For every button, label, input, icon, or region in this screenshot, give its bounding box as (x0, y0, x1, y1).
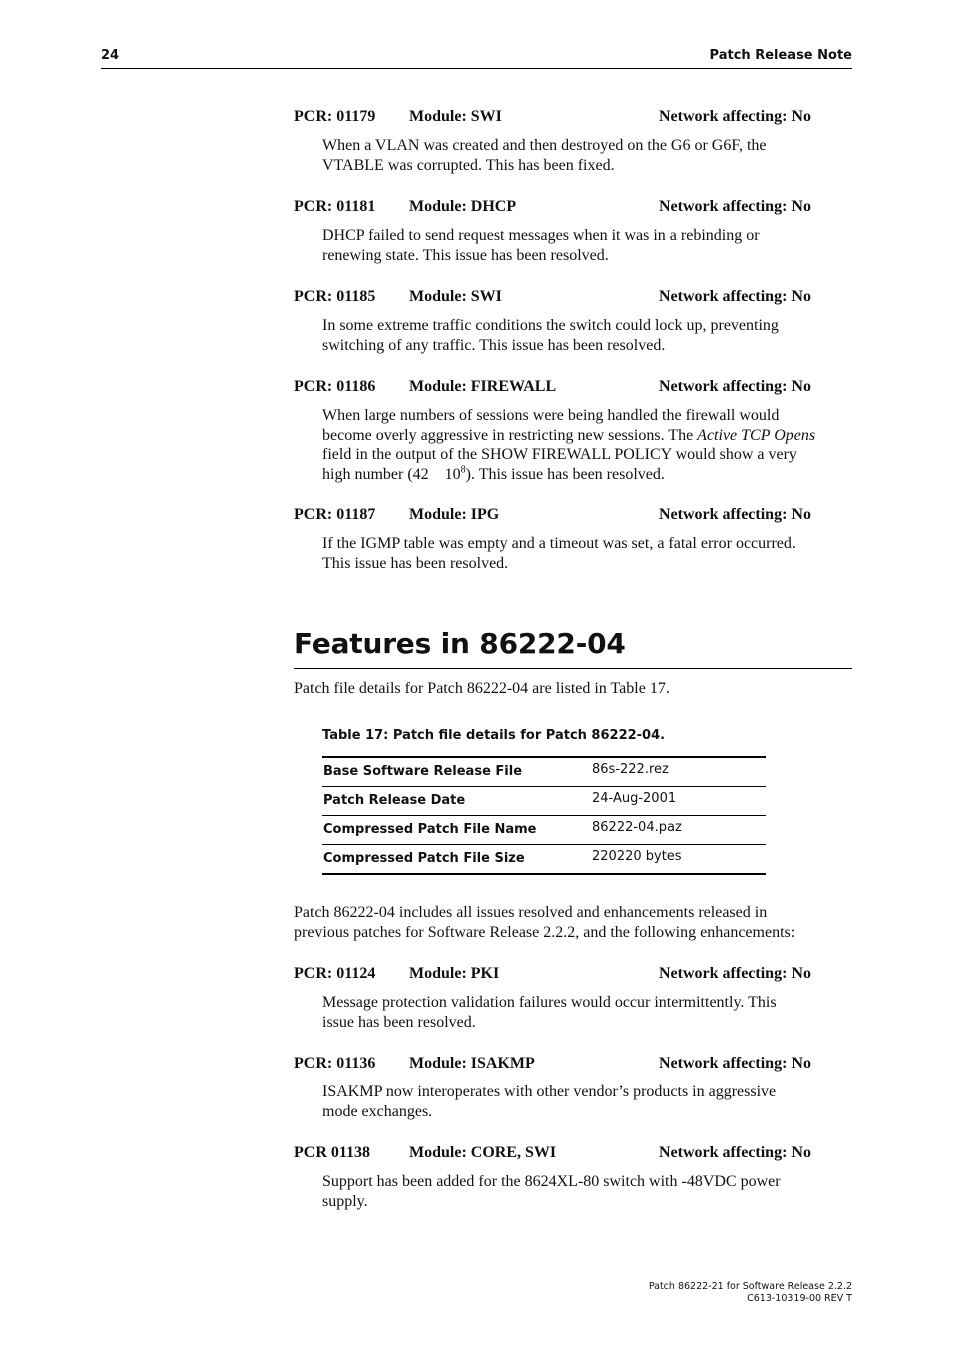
section-rule (294, 668, 852, 669)
table-row (322, 816, 766, 845)
pcr-network-affecting: Network affecting: No (659, 1144, 811, 1161)
pcr-heading (294, 378, 854, 398)
pcr-description (322, 1172, 852, 1211)
pcr-id: PCR: 01124 (294, 965, 376, 982)
header-rule (101, 68, 852, 69)
description-text: high number (42 10 (322, 465, 461, 483)
table-value: 86222-04.paz (592, 820, 682, 835)
header-title: Patch Release Note (709, 48, 852, 63)
description-line: VTABLE was corrupted. This has been fixed. (322, 156, 615, 174)
field-name-italic: Active TCP Opens (697, 426, 816, 444)
pcr-heading (294, 198, 854, 218)
pcr-network-affecting: Network affecting: No (659, 198, 811, 215)
description-line (322, 426, 852, 446)
pcr-module: Module: SWI (409, 108, 502, 125)
description-line: When large numbers of sessions were being handled the firewall would (322, 407, 780, 424)
description-line: Message protection validation failures would occur intermittently. This (322, 994, 777, 1011)
description-line: issue has been resolved. (322, 1013, 476, 1031)
table-row (322, 758, 766, 787)
description-line: switching of any traffic. This issue has been resolved. (322, 336, 666, 354)
table-value: 24-Aug-2001 (592, 791, 677, 806)
pcr-description (322, 534, 852, 573)
pcr-heading (294, 1055, 854, 1075)
description-line (322, 465, 852, 485)
pcr-id: PCR: 01187 (294, 506, 376, 523)
pcr-network-affecting: Network affecting: No (659, 1055, 811, 1072)
description-line: This issue has been resolved. (322, 554, 509, 572)
pcr-network-affecting: Network affecting: No (659, 378, 811, 395)
pcr-network-affecting: Network affecting: No (659, 288, 811, 305)
table-row (322, 787, 766, 816)
summary-line: previous patches for Software Release 2.2.2, and the following enhancements: (294, 923, 796, 941)
description-line: In some extreme traffic conditions the switch could lock up, preventing (322, 317, 779, 334)
description-line: When a VLAN was created and then destroyed on the G6 or G6F, the (322, 137, 767, 154)
pcr-description (322, 136, 852, 175)
description-line: ISAKMP now interoperates with other vendor’s products in aggressive (322, 1083, 777, 1100)
pcr-description (322, 993, 852, 1032)
page-footer (649, 1281, 852, 1305)
table-row (322, 845, 766, 873)
table-label: Base Software Release File (323, 764, 523, 779)
footer-patch-line: Patch 86222-21 for Software Release 2.2.2 (648, 1281, 852, 1292)
pcr-network-affecting: Network affecting: No (659, 108, 811, 125)
description-line: supply. (322, 1192, 368, 1210)
description-line: If the IGMP table was empty and a timeout was set, a fatal error occurred. (322, 535, 796, 552)
exponent: 8 (460, 464, 466, 476)
pcr-module: Module: PKI (409, 965, 500, 982)
pcr-id: PCR: 01179 (294, 108, 376, 125)
pcr-description (322, 1082, 852, 1121)
pcr-module: Module: DHCP (409, 198, 517, 215)
description-line: renewing state. This issue has been resolved. (322, 246, 609, 264)
pcr-module: Module: SWI (409, 288, 502, 305)
table-label: Patch Release Date (323, 793, 466, 808)
pcr-network-affecting: Network affecting: No (659, 965, 811, 982)
pcr-description (322, 406, 852, 484)
enhancements-summary (294, 903, 854, 942)
pcr-network-affecting: Network affecting: No (659, 506, 811, 523)
description-text: ). This issue has been resolved. (465, 465, 665, 483)
pcr-id: PCR: 01185 (294, 288, 376, 305)
table-label: Compressed Patch File Name (323, 822, 537, 837)
pcr-description (322, 226, 852, 265)
pcr-heading (294, 506, 854, 526)
pcr-id: PCR: 01136 (294, 1055, 376, 1072)
pcr-id: PCR 01138 (294, 1144, 370, 1161)
pcr-id: PCR: 01186 (294, 378, 376, 395)
pcr-module: Module: IPG (409, 506, 500, 523)
pcr-heading (294, 288, 854, 308)
summary-line: Patch 86222-04 includes all issues resolved and enhancements released in (294, 904, 768, 921)
table-label: Compressed Patch File Size (323, 851, 525, 866)
footer-doc-id: C613-10319-00 REV T (747, 1293, 852, 1304)
pcr-module: Module: CORE, SWI (409, 1144, 557, 1161)
description-line: Support has been added for the 8624XL-80 switch with -48VDC power (322, 1173, 781, 1190)
description-line: DHCP failed to send request messages when it was in a rebinding or (322, 227, 760, 244)
description-line: field in the output of the SHOW FIREWALL POLICY would show a very (322, 446, 797, 463)
table-caption: Table 17: Patch file details for Patch 86222-04. (322, 728, 666, 743)
pcr-module: Module: ISAKMP (409, 1055, 535, 1072)
page-number: 24 (101, 48, 120, 63)
pcr-id: PCR: 01181 (294, 198, 376, 215)
pcr-module: Module: FIREWALL (409, 378, 557, 395)
pcr-heading (294, 965, 854, 985)
description-line: mode exchanges. (322, 1102, 433, 1120)
pcr-heading (294, 1144, 854, 1164)
pcr-description (322, 316, 852, 355)
table-value: 86s-222.rez (592, 762, 669, 777)
table-value: 220220 bytes (592, 849, 682, 864)
description-text: become overly aggressive in restricting new sessions. The (322, 426, 698, 444)
section-title: Features in 86222-04 (294, 627, 626, 660)
pcr-heading (294, 108, 854, 128)
section-intro: Patch file details for Patch 86222-04 are listed in Table 17. (294, 680, 670, 697)
patch-details-table (322, 756, 766, 875)
